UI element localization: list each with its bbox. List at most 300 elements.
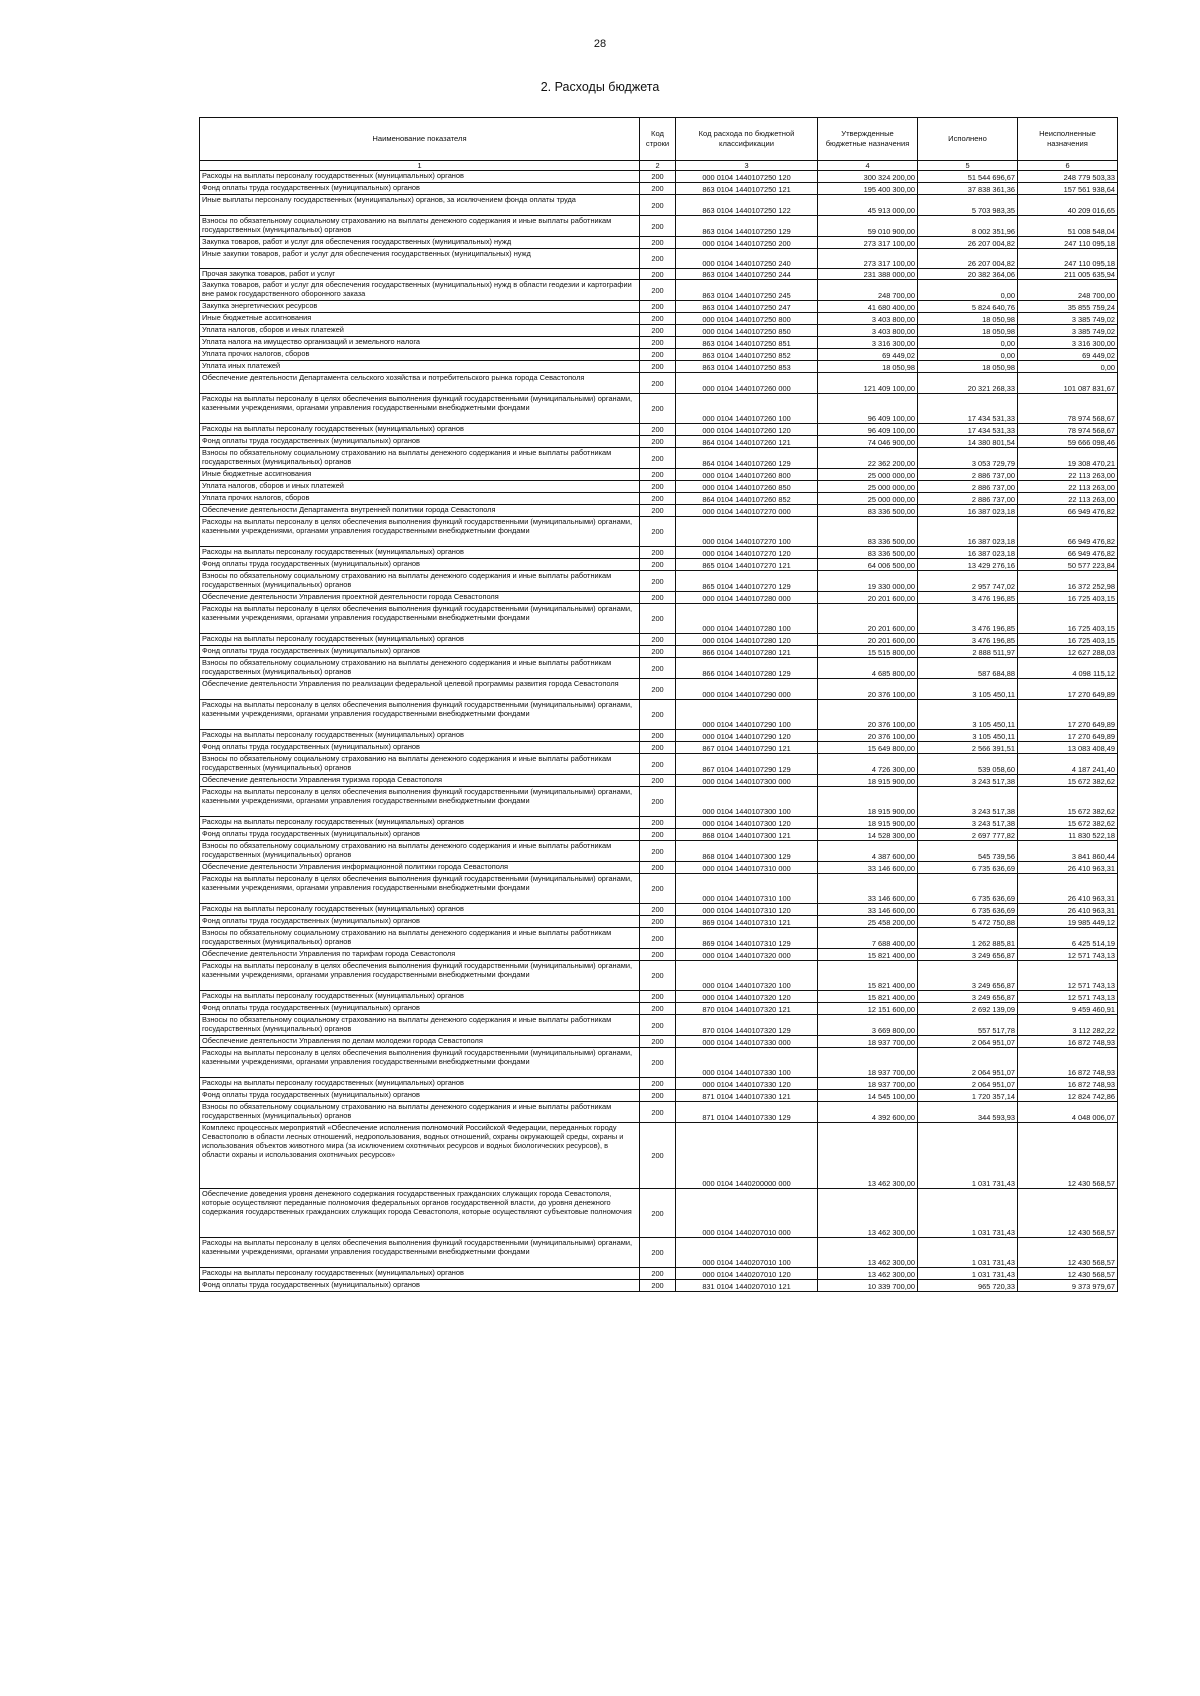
unexecuted-amount: 66 949 476,82: [1018, 505, 1118, 517]
unexecuted-amount: 78 974 568,67: [1018, 394, 1118, 424]
indicator-name: Обеспечение деятельности Департамента сельского хозяйства и потребительского рынка города Севастополя: [200, 373, 640, 394]
budget-classification-code: 868 0104 1440107300 121: [676, 829, 818, 841]
table-row: [200, 658, 1118, 679]
table-row: [200, 916, 1118, 928]
approved-amount: 45 913 000,00: [818, 195, 918, 216]
budget-classification-code: 000 0104 1440107250 800: [676, 313, 818, 325]
unexecuted-amount: 12 627 288,03: [1018, 646, 1118, 658]
row-code: 200: [640, 249, 676, 269]
budget-classification-code: 871 0104 1440107330 129: [676, 1102, 818, 1123]
row-code: 200: [640, 1268, 676, 1280]
indicator-name: Взносы по обязательному социальному страхованию на выплаты денежного содержания и иные выплаты работникам государственных (муниципальных) органов: [200, 928, 640, 949]
indicator-name: Обеспечение деятельности Управления по тарифам города Севастополя: [200, 949, 640, 961]
executed-amount: 26 207 004,82: [918, 249, 1018, 269]
unexecuted-amount: 101 087 831,67: [1018, 373, 1118, 394]
indicator-name: Расходы на выплаты персоналу в целях обеспечения выполнения функций государственными (муниципальными) органами, казенными учреждениями, органами управления государственными внебюджетными фондами: [200, 394, 640, 424]
indicator-name: Фонд оплаты труда государственных (муниципальных) органов: [200, 1090, 640, 1102]
row-code: 200: [640, 301, 676, 313]
budget-classification-code: 863 0104 1440107250 245: [676, 280, 818, 301]
approved-amount: 273 317 100,00: [818, 249, 918, 269]
indicator-name: Фонд оплаты труда государственных (муниципальных) органов: [200, 436, 640, 448]
row-code: 200: [640, 817, 676, 829]
row-code: 200: [640, 754, 676, 775]
approved-amount: 14 545 100,00: [818, 1090, 918, 1102]
approved-amount: 33 146 600,00: [818, 874, 918, 904]
row-code: 200: [640, 1003, 676, 1015]
unexecuted-amount: 4 187 241,40: [1018, 754, 1118, 775]
unexecuted-amount: 15 672 382,62: [1018, 817, 1118, 829]
indicator-name: Обеспечение доведения уровня денежного содержания государственных гражданских служащих города Севастополя, которые осуществляют переданные полномочия федеральных органов государственной власти, до уровня денежного содержания государственных гражданских служащих города Севастополя, которые осуществляют субъектовые полномочия: [200, 1189, 640, 1238]
table-row: [200, 928, 1118, 949]
indicator-name: Взносы по обязательному социальному страхованию на выплаты денежного содержания и иные выплаты работникам государственных (муниципальных) органов: [200, 448, 640, 469]
indicator-name: Взносы по обязательному социальному страхованию на выплаты денежного содержания и иные выплаты работникам государственных (муниципальных) органов: [200, 571, 640, 592]
indicator-name: Фонд оплаты труда государственных (муниципальных) органов: [200, 559, 640, 571]
row-code: 200: [640, 730, 676, 742]
row-code: 200: [640, 337, 676, 349]
unexecuted-amount: 13 083 408,49: [1018, 742, 1118, 754]
approved-amount: 248 700,00: [818, 280, 918, 301]
unexecuted-amount: 247 110 095,18: [1018, 237, 1118, 249]
approved-amount: 273 317 100,00: [818, 237, 918, 249]
budget-classification-code: 870 0104 1440107320 121: [676, 1003, 818, 1015]
budget-classification-code: 864 0104 1440107260 121: [676, 436, 818, 448]
row-code: 200: [640, 571, 676, 592]
executed-amount: 26 207 004,82: [918, 237, 1018, 249]
approved-amount: 64 006 500,00: [818, 559, 918, 571]
table-row: [200, 517, 1118, 547]
approved-amount: 20 376 100,00: [818, 679, 918, 700]
unexecuted-amount: 16 725 403,15: [1018, 592, 1118, 604]
budget-classification-code: 866 0104 1440107280 121: [676, 646, 818, 658]
budget-classification-code: 000 0104 1440107270 000: [676, 505, 818, 517]
indicator-name: Расходы на выплаты персоналу в целях обеспечения выполнения функций государственными (муниципальными) органами, казенными учреждениями, органами управления государственными внебюджетными фондами: [200, 517, 640, 547]
executed-amount: 17 434 531,33: [918, 394, 1018, 424]
row-code: 200: [640, 195, 676, 216]
row-code: 200: [640, 216, 676, 237]
approved-amount: 7 688 400,00: [818, 928, 918, 949]
budget-classification-code: 863 0104 1440107250 247: [676, 301, 818, 313]
table-row: [200, 1015, 1118, 1036]
budget-classification-code: 864 0104 1440107260 852: [676, 493, 818, 505]
row-code: 200: [640, 679, 676, 700]
budget-classification-code: 000 0104 1440107260 850: [676, 481, 818, 493]
unexecuted-amount: 26 410 963,31: [1018, 904, 1118, 916]
column-number: 6: [1018, 161, 1118, 171]
row-code: 200: [640, 361, 676, 373]
row-code: 200: [640, 280, 676, 301]
executed-amount: 2 064 951,07: [918, 1048, 1018, 1078]
row-code: 200: [640, 787, 676, 817]
table-row: [200, 216, 1118, 237]
executed-amount: 557 517,78: [918, 1015, 1018, 1036]
row-code: 200: [640, 424, 676, 436]
row-code: 200: [640, 505, 676, 517]
table-row: [200, 841, 1118, 862]
table-row: [200, 361, 1118, 373]
row-code: 200: [640, 841, 676, 862]
indicator-name: Уплата налога на имущество организаций и земельного налога: [200, 337, 640, 349]
indicator-name: Фонд оплаты труда государственных (муниципальных) органов: [200, 646, 640, 658]
row-code: 200: [640, 313, 676, 325]
budget-classification-code: 863 0104 1440107250 129: [676, 216, 818, 237]
budget-classification-code: 000 0104 1440107330 120: [676, 1078, 818, 1090]
budget-classification-code: 000 0104 1440107330 000: [676, 1036, 818, 1048]
executed-amount: 2 692 139,09: [918, 1003, 1018, 1015]
indicator-name: Расходы на выплаты персоналу государственных (муниципальных) органов: [200, 991, 640, 1003]
row-code: 200: [640, 775, 676, 787]
row-code: 200: [640, 1102, 676, 1123]
executed-amount: 17 434 531,33: [918, 424, 1018, 436]
header-budget-code: Код расхода по бюджетной классификации: [676, 118, 818, 161]
column-number: 3: [676, 161, 818, 171]
approved-amount: 18 050,98: [818, 361, 918, 373]
executed-amount: 16 387 023,18: [918, 505, 1018, 517]
approved-amount: 195 400 300,00: [818, 183, 918, 195]
indicator-name: Обеспечение деятельности Управления информационной политики города Севастополя: [200, 862, 640, 874]
budget-classification-code: 000 0104 1440107290 100: [676, 700, 818, 730]
budget-classification-code: 863 0104 1440107250 853: [676, 361, 818, 373]
budget-classification-code: 000 0104 1440107280 120: [676, 634, 818, 646]
unexecuted-amount: 248 700,00: [1018, 280, 1118, 301]
approved-amount: 41 680 400,00: [818, 301, 918, 313]
approved-amount: 13 462 300,00: [818, 1189, 918, 1238]
unexecuted-amount: 16 872 748,93: [1018, 1078, 1118, 1090]
indicator-name: Обеспечение деятельности Управления по реализации федеральной целевой программы развития города Севастополя: [200, 679, 640, 700]
unexecuted-amount: 3 841 860,44: [1018, 841, 1118, 862]
indicator-name: Обеспечение деятельности Департамента внутренней политики города Севастополя: [200, 505, 640, 517]
header-unexecuted: Неисполненные назначения: [1018, 118, 1118, 161]
executed-amount: 2 566 391,51: [918, 742, 1018, 754]
executed-amount: 16 387 023,18: [918, 517, 1018, 547]
approved-amount: 96 409 100,00: [818, 394, 918, 424]
unexecuted-amount: 15 672 382,62: [1018, 787, 1118, 817]
executed-amount: 3 476 196,85: [918, 592, 1018, 604]
executed-amount: 0,00: [918, 337, 1018, 349]
row-code: 200: [640, 928, 676, 949]
row-code: 200: [640, 237, 676, 249]
row-code: 200: [640, 517, 676, 547]
indicator-name: Комплекс процессных мероприятий «Обеспечение исполнения полномочий Российской Федерации, переданных городу Севастополю в области лесных отношений, недропользования, водных отношений, охраны окружающей среды, охраны и использования объектов животного мира (за исключением охотничьих ресурсов и водных биологических ресурсов), в области охраны и использования охотничьих ресурсов»: [200, 1123, 640, 1189]
budget-classification-code: 000 0104 1440107290 120: [676, 730, 818, 742]
approved-amount: 14 528 300,00: [818, 829, 918, 841]
table-row: [200, 373, 1118, 394]
indicator-name: Расходы на выплаты персоналу государственных (муниципальных) органов: [200, 904, 640, 916]
row-code: 200: [640, 349, 676, 361]
budget-classification-code: 868 0104 1440107300 129: [676, 841, 818, 862]
column-number-row: [200, 161, 1118, 171]
approved-amount: 13 462 300,00: [818, 1268, 918, 1280]
row-code: 200: [640, 604, 676, 634]
table-row: [200, 559, 1118, 571]
row-code: 200: [640, 829, 676, 841]
unexecuted-amount: 157 561 938,64: [1018, 183, 1118, 195]
row-code: 200: [640, 904, 676, 916]
table-row: [200, 817, 1118, 829]
budget-classification-code: 863 0104 1440107250 852: [676, 349, 818, 361]
budget-classification-code: 000 0104 1440107250 200: [676, 237, 818, 249]
table-row: [200, 249, 1118, 269]
approved-amount: 3 403 800,00: [818, 313, 918, 325]
executed-amount: 3 476 196,85: [918, 604, 1018, 634]
unexecuted-amount: 69 449,02: [1018, 349, 1118, 361]
budget-classification-code: 867 0104 1440107290 129: [676, 754, 818, 775]
budget-classification-code: 000 0104 1440107250 240: [676, 249, 818, 269]
unexecuted-amount: 40 209 016,65: [1018, 195, 1118, 216]
approved-amount: 4 685 800,00: [818, 658, 918, 679]
budget-classification-code: 000 0104 1440207010 000: [676, 1189, 818, 1238]
indicator-name: Расходы на выплаты персоналу в целях обеспечения выполнения функций государственными (муниципальными) органами, казенными учреждениями, органами управления государственными внебюджетными фондами: [200, 874, 640, 904]
indicator-name: Расходы на выплаты персоналу государственных (муниципальных) органов: [200, 634, 640, 646]
executed-amount: 3 053 729,79: [918, 448, 1018, 469]
executed-amount: 6 735 636,69: [918, 904, 1018, 916]
table-row: [200, 775, 1118, 787]
row-code: 200: [640, 469, 676, 481]
unexecuted-amount: 59 666 098,46: [1018, 436, 1118, 448]
row-code: 200: [640, 592, 676, 604]
table-row: [200, 787, 1118, 817]
indicator-name: Уплата налогов, сборов и иных платежей: [200, 481, 640, 493]
budget-classification-code: 000 0104 1440207010 120: [676, 1268, 818, 1280]
approved-amount: 15 821 400,00: [818, 961, 918, 991]
approved-amount: 83 336 500,00: [818, 547, 918, 559]
approved-amount: 13 462 300,00: [818, 1123, 918, 1189]
approved-amount: 74 046 900,00: [818, 436, 918, 448]
unexecuted-amount: 12 824 742,86: [1018, 1090, 1118, 1102]
indicator-name: Взносы по обязательному социальному страхованию на выплаты денежного содержания и иные выплаты работникам государственных (муниципальных) органов: [200, 216, 640, 237]
table-row: [200, 1123, 1118, 1189]
section-title: 2. Расходы бюджета: [540, 80, 660, 94]
table-row: [200, 448, 1118, 469]
page-number: 28: [593, 38, 607, 50]
executed-amount: 0,00: [918, 280, 1018, 301]
executed-amount: 18 050,98: [918, 325, 1018, 337]
row-code: 200: [640, 1036, 676, 1048]
budget-classification-code: 869 0104 1440107310 121: [676, 916, 818, 928]
indicator-name: Фонд оплаты труда государственных (муниципальных) органов: [200, 916, 640, 928]
row-code: 200: [640, 862, 676, 874]
approved-amount: 18 915 900,00: [818, 817, 918, 829]
indicator-name: Обеспечение деятельности Управления проектной деятельности города Севастополя: [200, 592, 640, 604]
executed-amount: 2 888 511,97: [918, 646, 1018, 658]
table-row: [200, 754, 1118, 775]
executed-amount: 13 429 276,16: [918, 559, 1018, 571]
executed-amount: 20 382 364,06: [918, 269, 1018, 280]
indicator-name: Иные бюджетные ассигнования: [200, 313, 640, 325]
budget-classification-code: 864 0104 1440107260 129: [676, 448, 818, 469]
budget-classification-code: 000 0104 1440107330 100: [676, 1048, 818, 1078]
indicator-name: Фонд оплаты труда государственных (муниципальных) органов: [200, 1280, 640, 1292]
approved-amount: 231 388 000,00: [818, 269, 918, 280]
executed-amount: 3 249 656,87: [918, 991, 1018, 1003]
row-code: 200: [640, 171, 676, 183]
header-approved: Утвержденные бюджетные назначения: [818, 118, 918, 161]
indicator-name: Фонд оплаты труда государственных (муниципальных) органов: [200, 1003, 640, 1015]
table-row: [200, 571, 1118, 592]
table-row: [200, 394, 1118, 424]
approved-amount: 20 201 600,00: [818, 592, 918, 604]
table-row: [200, 349, 1118, 361]
executed-amount: 2 886 737,00: [918, 493, 1018, 505]
budget-classification-code: 866 0104 1440107280 129: [676, 658, 818, 679]
executed-amount: 8 002 351,96: [918, 216, 1018, 237]
row-code: 200: [640, 1238, 676, 1268]
indicator-name: Фонд оплаты труда государственных (муниципальных) органов: [200, 829, 640, 841]
row-code: 200: [640, 325, 676, 337]
indicator-name: Фонд оплаты труда государственных (муниципальных) органов: [200, 742, 640, 754]
table-row: [200, 269, 1118, 280]
unexecuted-amount: 16 872 748,93: [1018, 1036, 1118, 1048]
budget-classification-code: 870 0104 1440107320 129: [676, 1015, 818, 1036]
approved-amount: 22 362 200,00: [818, 448, 918, 469]
indicator-name: Расходы на выплаты персоналу в целях обеспечения выполнения функций государственными (муниципальными) органами, казенными учреждениями, органами управления государственными внебюджетными фондами: [200, 1048, 640, 1078]
executed-amount: 539 058,60: [918, 754, 1018, 775]
indicator-name: Уплата налогов, сборов и иных платежей: [200, 325, 640, 337]
indicator-name: Взносы по обязательному социальному страхованию на выплаты денежного содержания и иные выплаты работникам государственных (муниципальных) органов: [200, 754, 640, 775]
executed-amount: 965 720,33: [918, 1280, 1018, 1292]
approved-amount: 20 201 600,00: [818, 604, 918, 634]
executed-amount: 18 050,98: [918, 361, 1018, 373]
indicator-name: Обеспечение деятельности Управления туризма города Севастополя: [200, 775, 640, 787]
indicator-name: Уплата иных платежей: [200, 361, 640, 373]
executed-amount: 3 105 450,11: [918, 700, 1018, 730]
executed-amount: 6 735 636,69: [918, 862, 1018, 874]
budget-classification-code: 831 0104 1440207010 121: [676, 1280, 818, 1292]
table-row: [200, 1102, 1118, 1123]
unexecuted-amount: 16 372 252,98: [1018, 571, 1118, 592]
indicator-name: Иные бюджетные ассигнования: [200, 469, 640, 481]
unexecuted-amount: 26 410 963,31: [1018, 862, 1118, 874]
row-code: 200: [640, 1015, 676, 1036]
table-row: [200, 634, 1118, 646]
executed-amount: 1 031 731,43: [918, 1189, 1018, 1238]
budget-classification-code: 000 0104 1440107310 000: [676, 862, 818, 874]
executed-amount: 545 739,56: [918, 841, 1018, 862]
unexecuted-amount: 0,00: [1018, 361, 1118, 373]
table-row: [200, 505, 1118, 517]
approved-amount: 33 146 600,00: [818, 862, 918, 874]
unexecuted-amount: 22 113 263,00: [1018, 469, 1118, 481]
executed-amount: 14 380 801,54: [918, 436, 1018, 448]
indicator-name: Расходы на выплаты персоналу в целях обеспечения выполнения функций государственными (муниципальными) органами, казенными учреждениями, органами управления государственными внебюджетными фондами: [200, 787, 640, 817]
unexecuted-amount: 3 385 749,02: [1018, 313, 1118, 325]
table-row: [200, 424, 1118, 436]
indicator-name: Иные закупки товаров, работ и услуг для обеспечения государственных (муниципальных) нужд: [200, 249, 640, 269]
indicator-name: Расходы на выплаты персоналу государственных (муниципальных) органов: [200, 424, 640, 436]
column-number: 4: [818, 161, 918, 171]
approved-amount: 69 449,02: [818, 349, 918, 361]
unexecuted-amount: 9 373 979,67: [1018, 1280, 1118, 1292]
budget-classification-code: 000 0104 1440107320 100: [676, 961, 818, 991]
approved-amount: 25 000 000,00: [818, 493, 918, 505]
row-code: 200: [640, 1280, 676, 1292]
row-code: 200: [640, 1123, 676, 1189]
table-row: [200, 547, 1118, 559]
indicator-name: Расходы на выплаты персоналу государственных (муниципальных) органов: [200, 1268, 640, 1280]
unexecuted-amount: 78 974 568,67: [1018, 424, 1118, 436]
indicator-name: Расходы на выплаты персоналу государственных (муниципальных) органов: [200, 817, 640, 829]
row-code: 200: [640, 1078, 676, 1090]
approved-amount: 18 915 900,00: [818, 775, 918, 787]
unexecuted-amount: 12 571 743,13: [1018, 991, 1118, 1003]
executed-amount: 18 050,98: [918, 313, 1018, 325]
approved-amount: 12 151 600,00: [818, 1003, 918, 1015]
budget-classification-code: 000 0104 1440107250 850: [676, 325, 818, 337]
row-code: 200: [640, 991, 676, 1003]
approved-amount: 96 409 100,00: [818, 424, 918, 436]
row-code: 200: [640, 547, 676, 559]
table-header-row: [200, 118, 1118, 161]
table-row: [200, 280, 1118, 301]
table-row: [200, 325, 1118, 337]
header-row-code: Код строки: [640, 118, 676, 161]
table-row: [200, 436, 1118, 448]
table-row: [200, 700, 1118, 730]
unexecuted-amount: 4 048 006,07: [1018, 1102, 1118, 1123]
unexecuted-amount: 19 308 470,21: [1018, 448, 1118, 469]
budget-classification-code: 000 0104 1440107290 000: [676, 679, 818, 700]
table-row: [200, 730, 1118, 742]
table-row: [200, 742, 1118, 754]
executed-amount: 3 243 517,38: [918, 817, 1018, 829]
budget-classification-code: 000 0104 1440107280 100: [676, 604, 818, 634]
approved-amount: 83 336 500,00: [818, 505, 918, 517]
approved-amount: 3 669 800,00: [818, 1015, 918, 1036]
unexecuted-amount: 211 005 635,94: [1018, 269, 1118, 280]
table-row: [200, 481, 1118, 493]
unexecuted-amount: 3 385 749,02: [1018, 325, 1118, 337]
unexecuted-amount: 17 270 649,89: [1018, 700, 1118, 730]
row-code: 200: [640, 646, 676, 658]
unexecuted-amount: 22 113 263,00: [1018, 481, 1118, 493]
budget-classification-code: 000 0104 1440107260 800: [676, 469, 818, 481]
column-number: 1: [200, 161, 640, 171]
table-row: [200, 301, 1118, 313]
row-code: 200: [640, 481, 676, 493]
column-number: 5: [918, 161, 1018, 171]
executed-amount: 3 249 656,87: [918, 961, 1018, 991]
unexecuted-amount: 26 410 963,31: [1018, 874, 1118, 904]
unexecuted-amount: 3 316 300,00: [1018, 337, 1118, 349]
unexecuted-amount: 15 672 382,62: [1018, 775, 1118, 787]
indicator-name: Расходы на выплаты персоналу государственных (муниципальных) органов: [200, 730, 640, 742]
indicator-name: Закупка товаров, работ и услуг для обеспечения государственных (муниципальных) нужд в области геодезии и картографии вне рамок государственного оборонного заказа: [200, 280, 640, 301]
table-row: [200, 1268, 1118, 1280]
budget-classification-code: 000 0104 1440107260 000: [676, 373, 818, 394]
table-row: [200, 961, 1118, 991]
budget-classification-code: 871 0104 1440107330 121: [676, 1090, 818, 1102]
indicator-name: Уплата прочих налогов, сборов: [200, 493, 640, 505]
unexecuted-amount: 12 571 743,13: [1018, 961, 1118, 991]
unexecuted-amount: 17 270 649,89: [1018, 730, 1118, 742]
row-code: 200: [640, 183, 676, 195]
executed-amount: 5 824 640,76: [918, 301, 1018, 313]
unexecuted-amount: 51 008 548,04: [1018, 216, 1118, 237]
indicator-name: Обеспечение деятельности Управления по делам молодежи города Севастополя: [200, 1036, 640, 1048]
row-code: 200: [640, 448, 676, 469]
table-row: [200, 829, 1118, 841]
indicator-name: Взносы по обязательному социальному страхованию на выплаты денежного содержания и иные выплаты работникам государственных (муниципальных) органов: [200, 1015, 640, 1036]
budget-classification-code: 000 0104 1440207010 100: [676, 1238, 818, 1268]
approved-amount: 18 937 700,00: [818, 1048, 918, 1078]
executed-amount: 344 593,93: [918, 1102, 1018, 1123]
table-row: [200, 1036, 1118, 1048]
approved-amount: 4 387 600,00: [818, 841, 918, 862]
indicator-name: Взносы по обязательному социальному страхованию на выплаты денежного содержания и иные выплаты работникам государственных (муниципальных) органов: [200, 658, 640, 679]
unexecuted-amount: 11 830 522,18: [1018, 829, 1118, 841]
budget-classification-code: 865 0104 1440107270 129: [676, 571, 818, 592]
table-row: [200, 1048, 1118, 1078]
executed-amount: 2 957 747,02: [918, 571, 1018, 592]
